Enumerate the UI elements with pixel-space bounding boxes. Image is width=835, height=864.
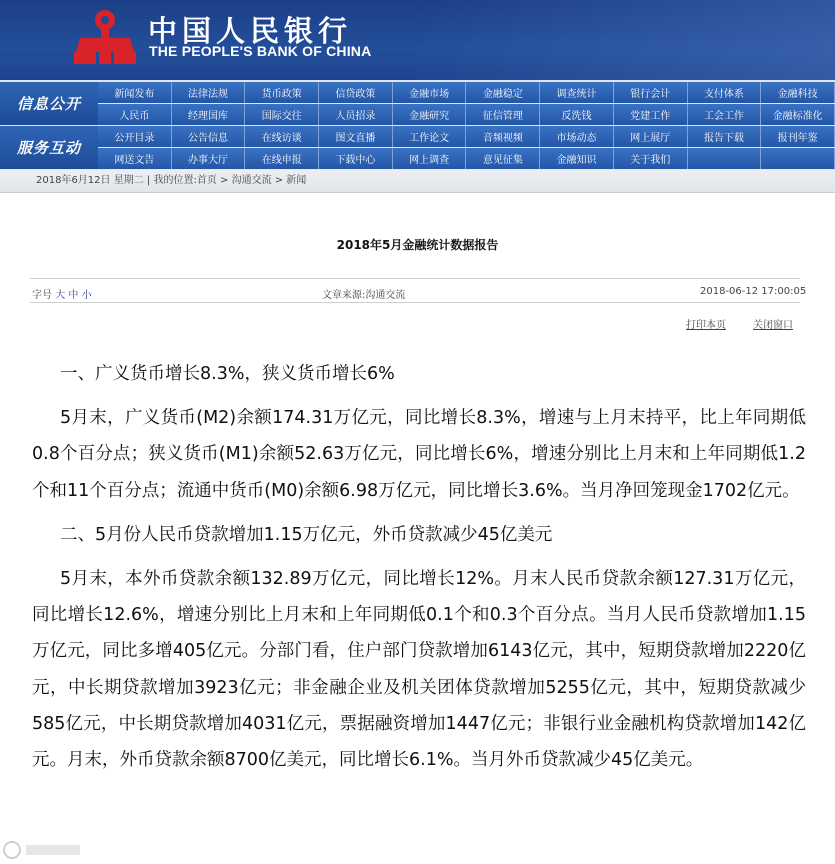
article-source xyxy=(322,286,405,301)
service-item[interactable]: 网上调查 xyxy=(393,148,467,169)
service-item[interactable]: 工作论文 xyxy=(393,126,467,147)
service-item[interactable]: 报刊年鉴 xyxy=(761,126,835,147)
service-item[interactable]: 图文直播 xyxy=(319,126,393,147)
pboc-logo-icon[interactable] xyxy=(72,8,138,66)
service-item[interactable]: 意见征集 xyxy=(466,148,540,169)
info-item[interactable]: 经理国库 xyxy=(172,104,246,125)
service-item[interactable]: 报告下载 xyxy=(688,126,762,147)
paragraph: 5月末，广义货币(M2)余额174.31万亿元，同比增长8.3%，增速与上月末持平，比上年同期低0.8个百分点；狭义货币(M1)余额52.63万亿元，同比增长6%，增速分别比上月末和上年同期低1.2个和11个百分点；流通中货币(M0)余额6.98万亿元，同比增长3.6%。当月净回笼现金1702亿元。 xyxy=(32,408,806,501)
font-size-large-link[interactable]: 大 xyxy=(55,290,66,301)
nav-grid-service xyxy=(98,126,835,170)
info-item[interactable]: 反洗钱 xyxy=(540,104,614,125)
service-item[interactable]: 公告信息 xyxy=(172,126,246,147)
font-size-label: 字号 xyxy=(32,290,52,301)
nav-grid-info xyxy=(98,82,835,126)
info-item[interactable]: 支付体系 xyxy=(688,82,762,103)
watermark-icon xyxy=(0,836,90,864)
service-item[interactable]: 网上展厅 xyxy=(614,126,688,147)
publish-datetime: 2018-06-12 17:00:05 xyxy=(700,286,807,297)
service-item[interactable]: 市场动态 xyxy=(540,126,614,147)
title-divider xyxy=(30,278,800,279)
info-item[interactable]: 信贷政策 xyxy=(319,82,393,103)
paragraph: 5月末，本外币贷款余额132.89万亿元，同比增长12%。月末人民币贷款余额127.31万亿元，同比增长12.6%，增速分别比上月末和上年同期低0.1个和0.3个百分点。当月人民币贷款增加1.15万亿元，同比多增405亿元。分部门看，住户部门贷款增加6143亿元，其中，短期贷款增加2220亿元，中长期贷款增加3923亿元；非金融企业及机关团体贷款增加5255亿元，其中，短期贷款减少585亿元，中长期贷款增加4031亿元，票据融资增加1447亿元；非银行业金融机构贷款增加142亿元。月末，外币贷款余额8700亿美元，同比增长6.1%。当月外币贷款减少45亿美元。 xyxy=(32,569,806,771)
font-size-medium-link[interactable]: 中 xyxy=(68,290,79,301)
current-date: 2018年6月12日 星期二 xyxy=(36,175,144,186)
info-item[interactable]: 货币政策 xyxy=(245,82,319,103)
service-item[interactable]: 关于我们 xyxy=(614,148,688,169)
info-item[interactable]: 征信管理 xyxy=(466,104,540,125)
breadcrumb-separator: | xyxy=(146,175,154,186)
banner-decoration xyxy=(415,0,835,80)
main-navigation xyxy=(0,80,835,170)
service-item[interactable]: 下载中心 xyxy=(319,148,393,169)
info-item[interactable]: 金融科技 xyxy=(761,82,835,103)
info-item[interactable]: 人民币 xyxy=(98,104,172,125)
article-body xyxy=(32,356,806,786)
meta-divider xyxy=(30,302,800,303)
service-item[interactable]: 办事大厅 xyxy=(172,148,246,169)
info-item[interactable]: 金融市场 xyxy=(393,82,467,103)
service-item xyxy=(688,148,762,169)
breadcrumb-bar xyxy=(0,170,835,193)
source-label: 文章来源: xyxy=(322,290,366,301)
info-item[interactable]: 人员招录 xyxy=(319,104,393,125)
nav-section-info-disclosure[interactable]: 信息公开 xyxy=(0,82,98,125)
service-item[interactable]: 音频视频 xyxy=(466,126,540,147)
info-item[interactable]: 金融研究 xyxy=(393,104,467,125)
service-item[interactable]: 在线访谈 xyxy=(245,126,319,147)
service-item[interactable]: 在线申报 xyxy=(245,148,319,169)
info-item[interactable]: 金融标准化 xyxy=(761,104,835,125)
info-item[interactable]: 新闻发布 xyxy=(98,82,172,103)
close-window-link[interactable]: 关闭窗口 xyxy=(753,320,793,331)
section-heading: 二、5月份人民币贷款增加1.15万亿元，外币贷款减少45亿美元 xyxy=(60,524,553,545)
site-banner xyxy=(0,0,835,80)
site-name-chinese: 中国人民银行 xyxy=(148,14,353,48)
print-page-link[interactable]: 打印本页 xyxy=(686,320,726,331)
breadcrumb[interactable]: 我的位置:首页 > 沟通交流 > 新闻 xyxy=(153,175,307,186)
info-item[interactable]: 党建工作 xyxy=(614,104,688,125)
service-item[interactable]: 公开目录 xyxy=(98,126,172,147)
info-item[interactable]: 法律法规 xyxy=(172,82,246,103)
service-item xyxy=(761,148,835,169)
info-item[interactable]: 金融稳定 xyxy=(466,82,540,103)
info-item[interactable]: 工会工作 xyxy=(688,104,762,125)
service-item[interactable]: 网送文告 xyxy=(98,148,172,169)
article-title: 2018年5月金融统计数据报告 xyxy=(336,238,499,252)
site-name-english: THE PEOPLE'S BANK OF CHINA xyxy=(149,43,372,59)
font-size-controls xyxy=(32,286,92,301)
info-item[interactable]: 银行会计 xyxy=(614,82,688,103)
section-heading: 一、广义货币增长8.3%，狭义货币增长6% xyxy=(60,364,395,384)
info-item[interactable]: 国际交往 xyxy=(245,104,319,125)
info-item[interactable]: 调查统计 xyxy=(540,82,614,103)
font-size-small-link[interactable]: 小 xyxy=(81,290,92,301)
service-item[interactable]: 金融知识 xyxy=(540,148,614,169)
source-value: 沟通交流 xyxy=(365,290,406,301)
nav-section-service-interaction[interactable]: 服务互动 xyxy=(0,126,98,169)
